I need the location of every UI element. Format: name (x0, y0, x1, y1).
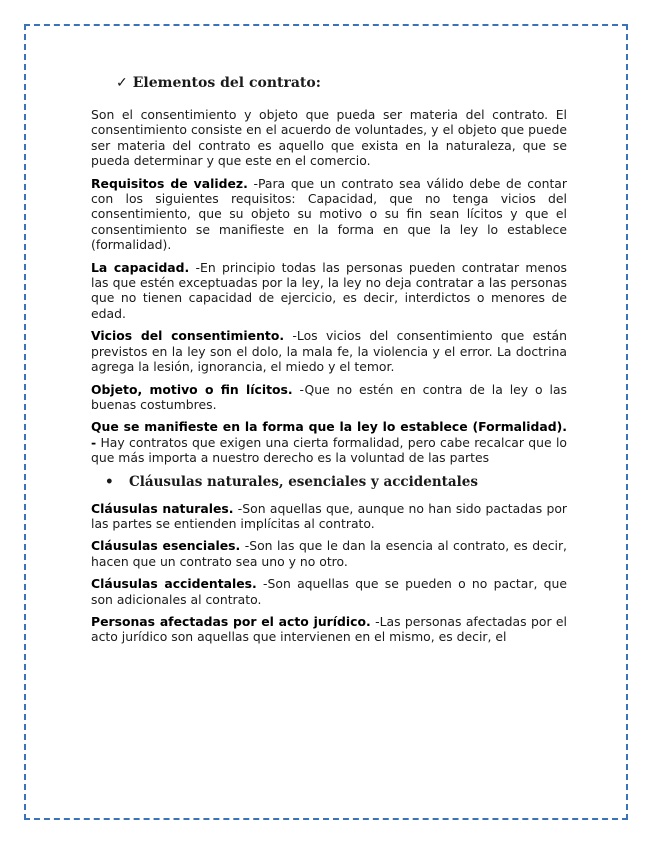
paragraph-objeto (91, 382, 567, 413)
paragraph-formalidad (91, 419, 567, 465)
paragraph-vicios (91, 328, 567, 374)
term: Cláusulas naturales. (91, 500, 234, 516)
term: Que se manifieste en la forma que la ley lo establece (Formalidad). - (91, 419, 567, 450)
paragraph-naturales (91, 501, 567, 532)
definition: -Los vicios del consentimiento que están previstos en la ley son el dolo, la mala fe, la violencia y el error. La doctrina agrega la lesión, ignorancia, el miedo y el temor. (91, 328, 567, 375)
term: Requisitos de validez. (91, 175, 248, 191)
definition: -Son aquellas que, aunque no han sido pactadas por las partes se entienden implícitas al contrato. (91, 500, 567, 531)
definition: -Las personas afectadas por el acto jurídico son aquellas que intervienen en el mismo, es decir, el (91, 613, 567, 645)
bullet-heading-text: Cláusulas naturales, esenciales y accidentales (129, 473, 478, 490)
paragraph-capacidad (91, 260, 567, 322)
definition: -En principio todas las personas pueden contratar menos las que estén exceptuadas por la ley, la ley no deja contratar a las personas que no tienen capacidad de ejercicio, es decir, interdictos o menores de edad. (91, 259, 567, 321)
term: Cláusulas esenciales. (91, 538, 241, 554)
paragraph-accidentales (91, 576, 567, 607)
document-body (91, 74, 567, 652)
paragraph-requisitos (91, 176, 567, 253)
paragraph-esenciales (91, 538, 567, 569)
definition: -Para que un contrato sea válido debe de contar con los siguientes requisitos: Capacidad, que no tenga vicios del consentimiento, que su objeto su motivo o su fin sean lícitos y que el consentimiento se manifieste en la forma en que la ley lo establece (formalidad). (91, 175, 567, 253)
term: Personas afectadas por el acto jurídico. (91, 613, 371, 629)
section-heading (116, 74, 567, 92)
term: La capacidad. (91, 259, 190, 275)
term: Vicios del consentimiento. (91, 328, 285, 344)
paragraph-personas (91, 614, 567, 645)
bullet-heading (105, 473, 567, 491)
definition: -Son aquellas que se pueden o no pactar, que son adicionales al contrato. (91, 576, 567, 607)
term: Objeto, motivo o fin lícitos. (91, 381, 293, 397)
definition: -Que no estén en contra de la ley o las buenas costumbres. (91, 381, 567, 412)
definition: -Son las que le dan la esencia al contrato, es decir, hacen que un contrato sea uno y no otro. (91, 538, 567, 569)
bullet-icon: • (105, 473, 114, 490)
checkmark-icon: ✓ (116, 75, 128, 91)
term: Cláusulas accidentales. (91, 576, 257, 592)
intro-paragraph: Son el consentimiento y objeto que pueda ser materia del contrato. El consentimiento consiste en el acuerdo de voluntades, y el objeto que puede ser materia del contrato es aquello que exista en la naturaleza, que se pueda determinar y que este en el comercio. (91, 107, 567, 169)
definition: Hay contratos que exigen una cierta formalidad, pero cabe recalcar que lo que más importa a nuestro derecho es la voluntad de las partes (91, 434, 567, 466)
section-heading-text: Elementos del contrato: (132, 75, 321, 91)
